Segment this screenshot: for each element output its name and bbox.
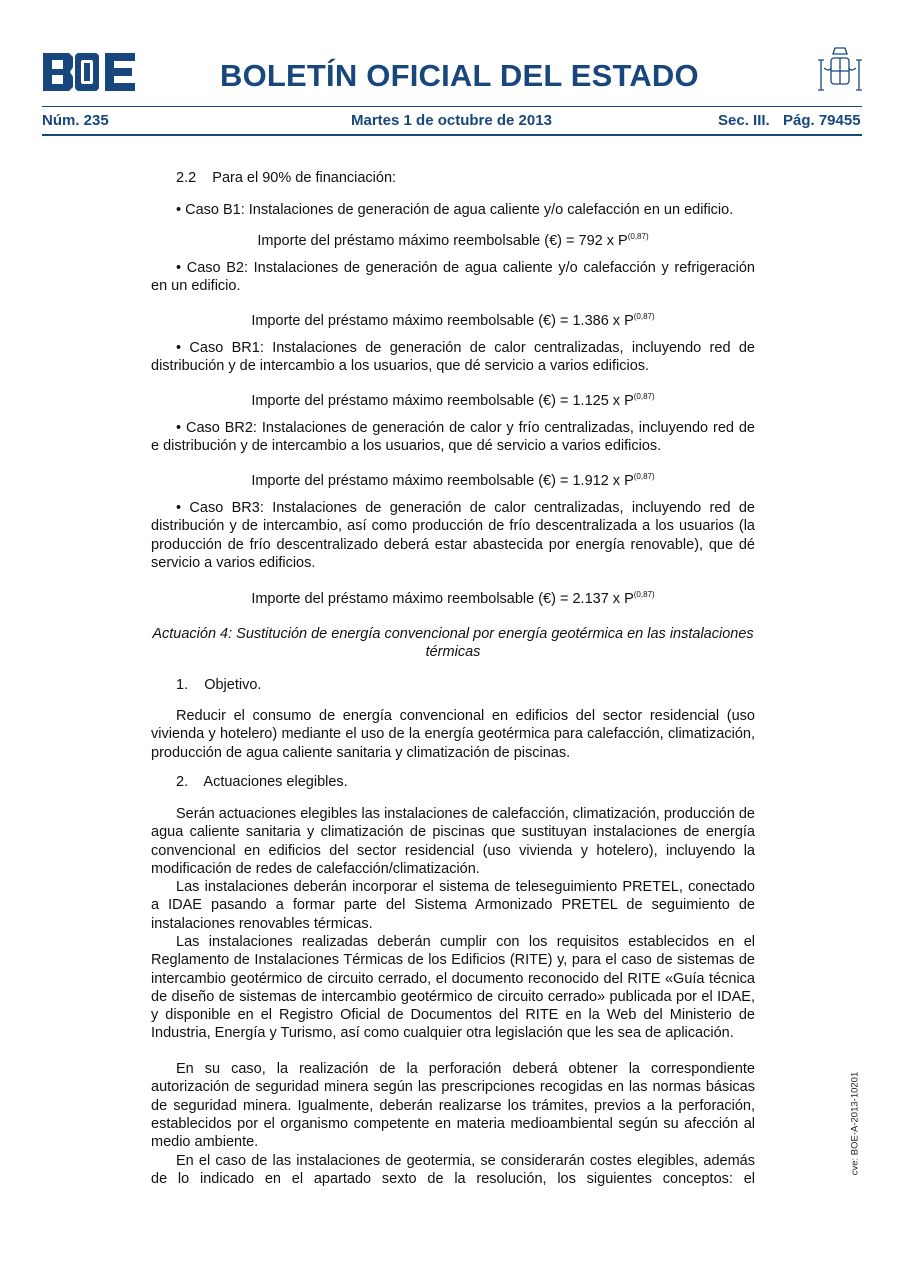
formula-br3: Importe del préstamo máximo reembolsable (€) = 2.137 x P$^{(0,87)}$ <box>251 590 655 607</box>
formula-b2: Importe del préstamo máximo reembolsable (€) = 1.386 x P$^{(0,87)}$ <box>251 312 655 329</box>
formula-br2: Importe del préstamo máximo reembolsable (€) = 1.912 x P$^{(0,87)}$ <box>251 472 655 489</box>
paragraph-1: Serán actuaciones elegibles las instalaciones de calefacción, climatización, producción de agua caliente sanitaria y climatización de piscinas que sustituyan instalaciones de energía convencional en edificios del sector residencial (uso vivienda y hotelero), incluyendo la modificación de redes de calefacción/climatización. <box>151 806 755 877</box>
case-b1: • Caso B1: Instalaciones de generación de agua caliente y/o calefacción en un edificio. <box>176 202 734 218</box>
objetivo-heading: 1. Objetivo. <box>176 677 262 693</box>
paragraph-3: Las instalaciones realizadas deberán cumplir con los requisitos establecidos en el Reglamento de Instalaciones Térmicas de los Edificios (RITE) y, para el caso de sistemas de intercambio geotérmico de circuito cerrado, el documento reconocido del RITE «Guía técnica de diseño de sistemas de intercambio geotérmico de circuito cerrado» publicada por el IDAE, y disponible en el Registro Oficial de Documentos del RITE en la Web del Ministerio de Industria, Energía y Turismo, así como cualquier otra legislación que les sea de aplicación. <box>151 934 755 1042</box>
issue-date: Martes 1 de octubre de 2013 <box>351 112 552 129</box>
formula-br1: Importe del préstamo máximo reembolsable (€) = 1.125 x P$^{(0,87)}$ <box>251 392 655 409</box>
subsection-2-2: 2.2 Para el 90% de financiación: <box>176 170 397 186</box>
journal-title: BOLETÍN OFICIAL DEL ESTADO <box>220 58 699 93</box>
header-rule-bottom <box>42 134 862 136</box>
objetivo-text: Reducir el consumo de energía convencional en edificios del sector residencial (uso vivienda y hotelero) mediante el uso de la energía geotérmica para calefacción, climatización, producción de agua caliente sanitaria y climatización de piscinas. <box>151 708 755 761</box>
page-number: Pág. 79455 <box>783 112 861 129</box>
boe-logo <box>43 53 135 91</box>
actuaciones-elegibles-heading: 2. Actuaciones elegibles. <box>176 774 348 790</box>
cve-code: cve: BOE-A-2013-10201 <box>849 1071 861 1176</box>
case-br1: • Caso BR1: Instalaciones de generación de calor centralizadas, incluyendo red de distribución y de intercambio a los usuarios, que dé servicio a varios edificios. <box>151 340 755 375</box>
paragraph-2: Las instalaciones deberán incorporar el sistema de teleseguimiento PRETEL, conectado a IDAE pasando a formar parte del Sistema Armonizado PRETEL de seguimiento de instalaciones renovables térmicas. <box>151 879 755 932</box>
paragraph-5: En el caso de las instalaciones de geotermia, se considerarán costes elegibles, además de lo indicado en el apartado sexto de la resolución, los siguientes conceptos: el <box>151 1153 755 1188</box>
actuacion-4-heading: Actuación 4: Sustitución de energía convencional por energía geotérmica en las instalaciones térmicas <box>152 626 754 661</box>
coat-of-arms-icon <box>818 46 862 96</box>
case-br2: • Caso BR2: Instalaciones de generación de calor y frío centralizadas, incluyendo red de e distribución y de intercambio a los usuarios, que dé servicio a varios edificios. <box>151 420 755 455</box>
formula-b1: Importe del préstamo máximo reembolsable (€) = 792 x P$^{(0,87)}$ <box>257 232 649 249</box>
case-b2: • Caso B2: Instalaciones de generación de agua caliente y/o calefacción y refrigeración en un edificio. <box>151 260 755 295</box>
case-br3: • Caso BR3: Instalaciones de generación de calor centralizadas, incluyendo red de distribución y de intercambio, así como producción de frío descentralizada a los usuarios (la producción de frío descentralizado deberá estar abastecida por energía renovable), que dé servicio a varios edificios. <box>151 500 755 571</box>
section: Sec. III. <box>718 112 770 129</box>
issue-number: Núm. 235 <box>42 112 109 129</box>
header-rule-top <box>42 106 862 107</box>
paragraph-4: En su caso, la realización de la perforación deberá obtener la correspondiente autorización de seguridad minera según las prescripciones recogidas en las normas básicas de seguridad minera. Igualmente, deberán realizarse los trámites, previos a la perforación, establecidos por el organismo competente en materia medioambiental según su afección al medio ambiente. <box>151 1061 755 1151</box>
